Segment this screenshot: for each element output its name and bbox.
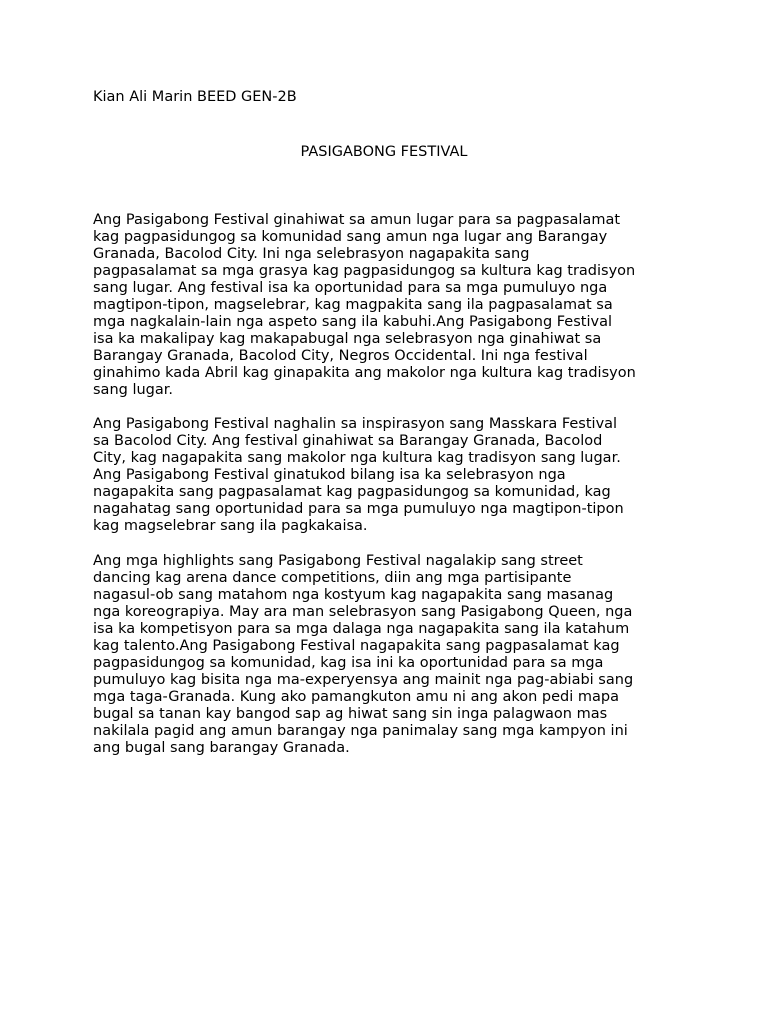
paragraph-line: kag magselebrar sang ila pagkakaisa. — [93, 518, 368, 534]
paragraph-line: nagapakita sang pagpasalamat kag pagpasidungog sa komunidad, kag — [93, 484, 611, 500]
paragraph-line: isa ka makalipay kag makapabugal nga selebrasyon nga ginahiwat sa — [93, 331, 602, 347]
paragraph-line: bugal sa tanan kay bangod sap ag hiwat sang sin inga palagwaon mas — [93, 706, 608, 722]
paragraph-line: magtipon-tipon, magselebrar, kag magpakita sang ila pagpasalamat sa — [93, 297, 613, 313]
paragraph-line: Ang Pasigabong Festival naghalin sa inspirasyon sang Masskara Festival — [93, 416, 618, 432]
paragraph-line: Barangay Granada, Bacolod City, Negros Occidental. Ini nga festival — [93, 348, 588, 364]
paragraph-line: mga nagkalain-lain nga aspeto sang ila kabuhi.Ang Pasigabong Festival — [93, 314, 612, 330]
paragraph-line: mga taga-Granada. Kung ako pamangkuton amu ni ang akon pedi mapa — [93, 689, 619, 705]
paragraph-line: kag talento.Ang Pasigabong Festival nagapakita sang pagpasalamat kag — [93, 638, 620, 654]
paragraph-line: City, kag nagapakita sang makolor nga kultura kag tradisyon sang lugar. — [93, 450, 621, 466]
paragraph-line: Ang mga highlights sang Pasigabong Festival nagalakip sang street — [93, 553, 583, 569]
paragraph-line: pagpasidungog sa komunidad, kag isa ini ka oportunidad para sa mga — [93, 655, 604, 671]
paragraph-line: pagpasalamat sa mga grasya kag pagpasidungog sa kultura kag tradisyon — [93, 263, 636, 279]
author-line: Kian Ali Marin BEED GEN-2B — [93, 89, 297, 105]
paragraph-line: Ang Pasigabong Festival ginatukod bilang isa ka selebrasyon nga — [93, 467, 566, 483]
paragraph-line: ang bugal sang barangay Granada. — [93, 740, 350, 756]
paragraph-line: pumuluyo kag bisita nga ma-experyensya ang mainit nga pag-abiabi sang — [93, 672, 634, 688]
paragraph-line: sa Bacolod City. Ang festival ginahiwat sa Barangay Granada, Bacolod — [93, 433, 603, 449]
paragraph-line: nagahatag sang oportunidad para sa mga pumuluyo nga magtipon-tipon — [93, 501, 624, 517]
paragraph-line: ginahimo kada Abril kag ginapakita ang makolor nga kultura kag tradisyon — [93, 365, 636, 381]
document-title: PASIGABONG FESTIVAL — [300, 144, 468, 160]
paragraph-line: isa ka kompetisyon para sa mga dalaga nga nagapakita sang ila katahum — [93, 621, 630, 637]
paragraph-line: dancing kag arena dance competitions, diin ang mga partisipante — [93, 570, 572, 586]
paragraph-line: Granada, Bacolod City. Ini nga selebrasyon nagapakita sang — [93, 246, 530, 262]
paragraph-line: kag pagpasidungog sa komunidad sang amun nga lugar ang Barangay — [93, 229, 608, 245]
paragraph-line: nakilala pagid ang amun barangay nga panimalay sang mga kampyon ini — [93, 723, 628, 739]
paragraph-line: Ang Pasigabong Festival ginahiwat sa amun lugar para sa pagpasalamat — [93, 212, 621, 228]
paragraph-line: sang lugar. Ang festival isa ka oportunidad para sa mga pumuluyo nga — [93, 280, 608, 296]
paragraph-line: nga koreograpiya. May ara man selebrasyon sang Pasigabong Queen, nga — [93, 604, 633, 620]
paragraph-line: nagasul-ob sang matahom nga kostyum kag nagapakita sang masanag — [93, 587, 614, 603]
paragraph-line: sang lugar. — [93, 382, 173, 398]
